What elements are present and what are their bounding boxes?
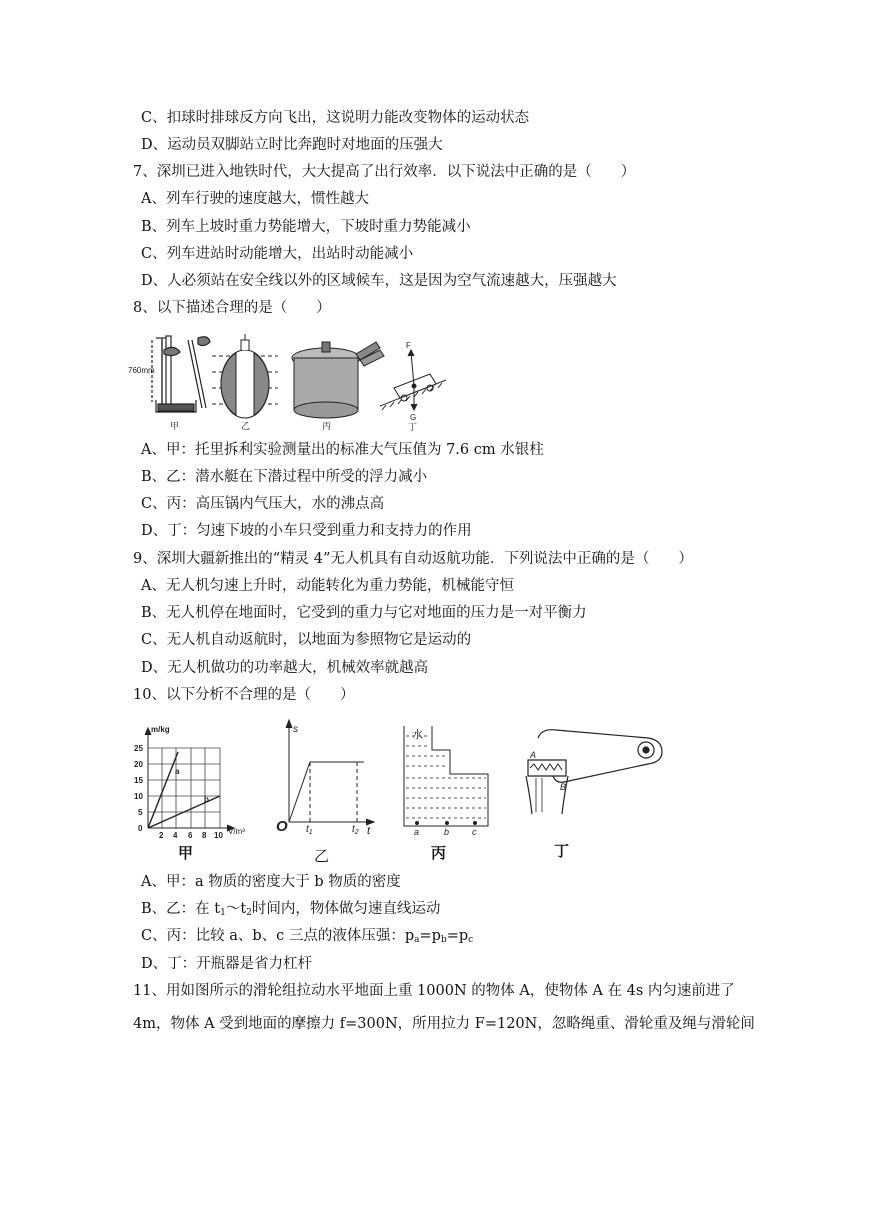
- q7-stem: 7、深圳已进入地铁时代，大大提高了出行效率．以下说法中正确的是（ ）: [133, 164, 636, 180]
- q8-option-c: C、丙：高压锅内气压大，水的沸点高: [141, 496, 385, 512]
- bottle-opener: [526, 730, 662, 814]
- label-bing: 丙: [322, 421, 332, 431]
- yi-y-label: s: [293, 724, 298, 735]
- q10-option-a: A、甲：a 物质的密度大于 b 物质的密度: [141, 874, 401, 890]
- jia-ytick: 0: [138, 824, 143, 833]
- q11-line-2: 4m，物体 A 受到地面的摩擦力 f=300N，所用拉力 F=120N，忽略绳重、滑轮重及绳与滑轮间: [133, 1016, 755, 1032]
- q8-option-b: B、乙：潜水艇在下潜过程中所受的浮力减小: [141, 469, 428, 485]
- torricelli-apparatus: [152, 336, 210, 412]
- jia-xtick: 4: [173, 831, 178, 840]
- jia-xtick: 6: [188, 831, 193, 840]
- q9-option-b: B、无人机停在地面时，它受到的重力与它对地面的压力是一对平衡力: [141, 605, 587, 621]
- q10-option-d: D、丁：开瓶器是省力杠杆: [141, 956, 313, 972]
- q8-option-d: D、丁：匀速下坡的小车只受到重力和支持力的作用: [141, 523, 472, 539]
- yi-x-label: t: [367, 825, 371, 837]
- caption-yi: 乙: [314, 848, 330, 865]
- q8-stem: 8、以下描述合理的是（ ）: [133, 300, 331, 316]
- q7-option-c: C、列车进站时动能增大，出站时动能减小: [141, 246, 414, 262]
- jia-xtick: 8: [202, 831, 207, 840]
- jia-ytick: 15: [134, 776, 143, 785]
- jia-xtick: 2: [159, 831, 164, 840]
- yi-t2-label: $t_2$: [352, 824, 359, 836]
- q6-option-c: C、扣球时排球反方向飞出，这说明力能改变物体的运动状态: [141, 110, 530, 126]
- mass-volume-graph: [145, 728, 234, 831]
- jia-line-b-label: b: [204, 795, 209, 804]
- q10-option-b: B、乙：在 $t_1\sim t_2$时间内，物体做匀速直线运动: [141, 901, 441, 918]
- q7-option-a: A、列车行驶的速度越大，惯性越大: [141, 191, 369, 207]
- jia-x-label: V/m³: [228, 827, 245, 836]
- label-yi: 乙: [241, 421, 251, 431]
- distance-time-graph: [286, 720, 374, 825]
- q8-option-a: A、甲：托里拆利实验测量出的标准大气压值为 7.6 cm 水银柱: [141, 442, 544, 458]
- submarine-diagram: [212, 334, 278, 418]
- jia-y-label: m/kg: [151, 725, 170, 734]
- q10-stem: 10、以下分析不合理的是（ ）: [133, 687, 355, 703]
- label-760mm: 760mm: [128, 366, 155, 375]
- q10-option-c: C、丙：比较 a、b、c 三点的液体压强：$p_a=p_b=p_c$: [141, 928, 474, 945]
- label-F: F: [406, 341, 411, 350]
- label-ding: 丁: [408, 422, 418, 432]
- yi-t1-label: $t_1$: [306, 824, 313, 836]
- q9-stem: 9、深圳大疆新推出的“精灵 4”无人机具有自动返航功能．下列说法中正确的是（ ）: [133, 551, 693, 567]
- caption-ding: 丁: [554, 843, 570, 860]
- caption-jia: 甲: [178, 845, 194, 862]
- label-G: G: [410, 413, 417, 422]
- q7-option-d: D、人必须站在安全线以外的区域候车，这是因为空气流速越大，压强越大: [141, 273, 617, 289]
- bing-water-label: 水: [412, 729, 423, 741]
- q6-option-d: D、运动员双脚站立时比奔跑时对地面的压强大: [141, 137, 443, 153]
- bing-point-c: c: [472, 827, 477, 837]
- bing-point-b: b: [444, 827, 450, 837]
- label-jia: 甲: [170, 421, 180, 431]
- ding-point-A: A: [530, 750, 537, 760]
- yi-origin: O: [276, 818, 288, 835]
- jia-ytick: 5: [138, 808, 143, 817]
- pressure-cooker: [292, 342, 384, 418]
- jia-xtick: 10: [214, 831, 223, 840]
- bing-point-a: a: [414, 827, 420, 837]
- q9-option-c: C、无人机自动返航时，以地面为参照物它是运动的: [141, 632, 472, 648]
- q7-option-b: B、列车上坡时重力势能增大，下坡时重力势能减小: [141, 219, 471, 235]
- q9-option-a: A、无人机匀速上升时，动能转化为重力势能，机械能守恒: [141, 578, 514, 594]
- ding-point-B: B: [560, 782, 567, 792]
- jia-ytick: 20: [134, 760, 143, 769]
- jia-line-a-label: a: [175, 767, 180, 776]
- q11-line-1: 11、用如图所示的滑轮组拉动水平地面上重 1000N 的物体 A，使物体 A 在 4s 内匀速前进了: [133, 983, 735, 999]
- jia-ytick: 25: [134, 744, 143, 753]
- cart-on-slope: [380, 350, 446, 410]
- q10-figure: [128, 716, 688, 866]
- caption-bing: 丙: [431, 845, 447, 862]
- jia-ytick: 10: [134, 792, 143, 801]
- q8-figure: [128, 328, 448, 433]
- q9-option-d: D、无人机做功的功率越大，机械效率就越高: [141, 660, 429, 676]
- liquid-container: [404, 726, 488, 826]
